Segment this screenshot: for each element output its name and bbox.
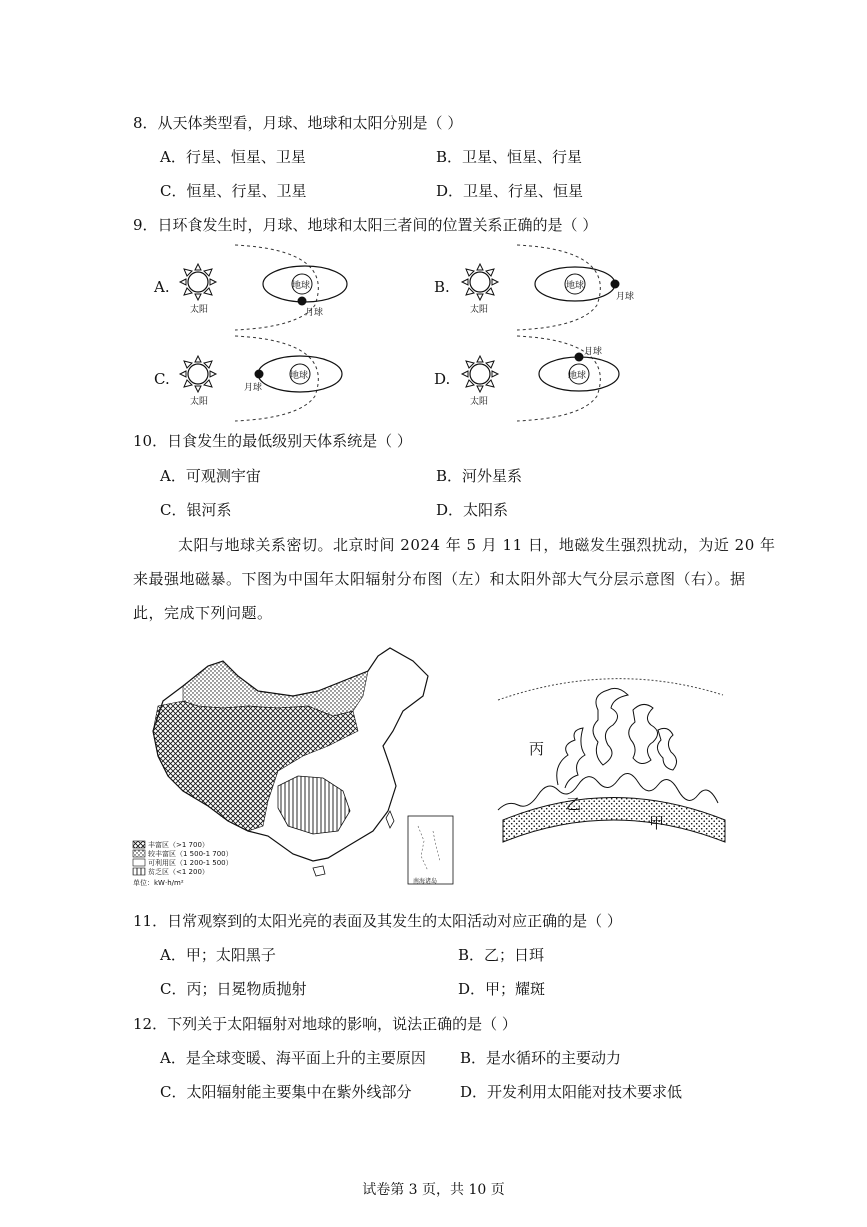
solar-atmosphere-layers-diagram <box>493 670 733 860</box>
q9-diagram-a <box>175 245 375 330</box>
q11-option-b: B．乙；日珥 <box>458 946 545 964</box>
q9-d-earth-label: 地球 <box>568 371 587 381</box>
q9-stem: 9．日环食发生时，月球、地球和太阳三者间的位置关系正确的是（ ） <box>133 216 598 234</box>
q9-b-moon-label: 月球 <box>616 292 635 302</box>
q8-stem: 8．从天体类型看，月球、地球和太阳分别是（ ） <box>133 114 463 132</box>
prominence-shape <box>657 728 676 770</box>
q8-option-c: C．恒星、行星、卫星 <box>160 182 307 200</box>
q9-option-d-letter: D. <box>434 370 451 388</box>
prominence-shape <box>593 688 628 765</box>
q10-option-d: D．太阳系 <box>436 501 509 519</box>
legend-item-poor: 贫乏区（<1 200） <box>148 868 209 876</box>
q12-option-d: D．开发利用太阳能对技术要求低 <box>460 1083 683 1101</box>
legend-swatch-poor <box>133 868 145 875</box>
sun-icon <box>180 264 216 300</box>
prominence-shape <box>629 704 658 763</box>
passage-line-2: 来最强地磁暴。下图为中国年太阳辐射分布图（左）和太阳外部大气分层示意图（右）。据 <box>133 570 746 588</box>
q10-option-a: A．可观测宇宙 <box>160 467 261 485</box>
prominence-shape <box>557 728 585 788</box>
layer-label-jia: 甲 <box>649 814 665 832</box>
q9-d-sun-label: 太阳 <box>470 397 489 407</box>
sun-icon <box>462 264 498 300</box>
q9-diagram-c <box>175 336 375 421</box>
q9-a-sun-label: 太阳 <box>190 305 209 315</box>
q8-option-d: D．卫星、行星、恒星 <box>436 182 584 200</box>
q9-c-moon-label: 月球 <box>244 383 263 393</box>
q9-b-earth-label: 地球 <box>566 281 585 291</box>
inset-label: 南海诸岛 <box>413 878 438 885</box>
q12-option-c: C．太阳辐射能主要集中在紫外线部分 <box>160 1083 412 1101</box>
legend-item-rich: 丰富区（>1 700） <box>148 841 209 849</box>
moon-marker <box>611 280 620 289</box>
legend-item-usable: 可利用区（1 200-1 500） <box>148 859 233 867</box>
page-footer: 试卷第 3 页，共 10 页 <box>362 1182 505 1198</box>
q11-option-a: A．甲；太阳黑子 <box>160 946 276 964</box>
q8-option-b: B．卫星、恒星、行星 <box>436 148 583 166</box>
q9-b-sun-label: 太阳 <box>470 305 489 315</box>
q9-c-earth-label: 地球 <box>290 371 309 381</box>
legend-unit: 单位：kW·h/m² <box>133 879 184 887</box>
sun-icon <box>462 356 498 392</box>
q11-option-d: D．甲；耀斑 <box>458 980 546 998</box>
q9-option-b-letter: B. <box>434 278 450 296</box>
photosphere-band <box>503 798 725 843</box>
q11-stem: 11．日常观察到的太阳光亮的表面及其发生的太阳活动对应正确的是（ ） <box>133 912 622 930</box>
q12-stem: 12．下列关于太阳辐射对地球的影响，说法正确的是（ ） <box>133 1015 517 1033</box>
legend-swatch-relatively-rich <box>133 850 145 857</box>
q10-stem: 10．日食发生的最低级别天体系统是（ ） <box>133 432 412 450</box>
sun-icon <box>180 356 216 392</box>
south-china-sea-inset <box>408 816 453 884</box>
layer-label-yi: 乙 <box>566 795 582 813</box>
q12-option-b: B．是水循环的主要动力 <box>460 1049 622 1067</box>
q12-option-a: A．是全球变暖、海平面上升的主要原因 <box>160 1049 426 1067</box>
q9-diagram-d <box>457 336 657 421</box>
moon-marker <box>575 353 584 362</box>
passage-line-3: 此，完成下列问题。 <box>133 604 273 622</box>
q9-a-moon-label: 月球 <box>305 308 324 318</box>
q8-option-a: A．行星、恒星、卫星 <box>160 148 306 166</box>
q9-diagram-b <box>457 245 657 330</box>
legend-swatch-usable <box>133 859 145 866</box>
layer-label-bing: 丙 <box>529 740 545 758</box>
q9-a-earth-label: 地球 <box>292 281 311 291</box>
legend-swatch-rich <box>133 841 145 848</box>
passage-line-1: 太阳与地球关系密切。北京时间 2024 年 5 月 11 日，地磁发生强烈扰动，为近 20 年 <box>178 536 776 554</box>
q9-option-c-letter: C. <box>154 370 170 388</box>
legend-item-relatively-rich: 较丰富区（1 500-1 700） <box>148 850 233 858</box>
moon-marker <box>255 370 264 379</box>
q9-option-a-letter: A. <box>154 278 170 296</box>
q11-option-c: C．丙；日冕物质抛射 <box>160 980 307 998</box>
q9-c-sun-label: 太阳 <box>190 397 209 407</box>
q10-option-b: B．河外星系 <box>436 467 523 485</box>
q9-d-moon-label: 月球 <box>584 347 603 357</box>
q10-option-c: C．银河系 <box>160 501 232 519</box>
